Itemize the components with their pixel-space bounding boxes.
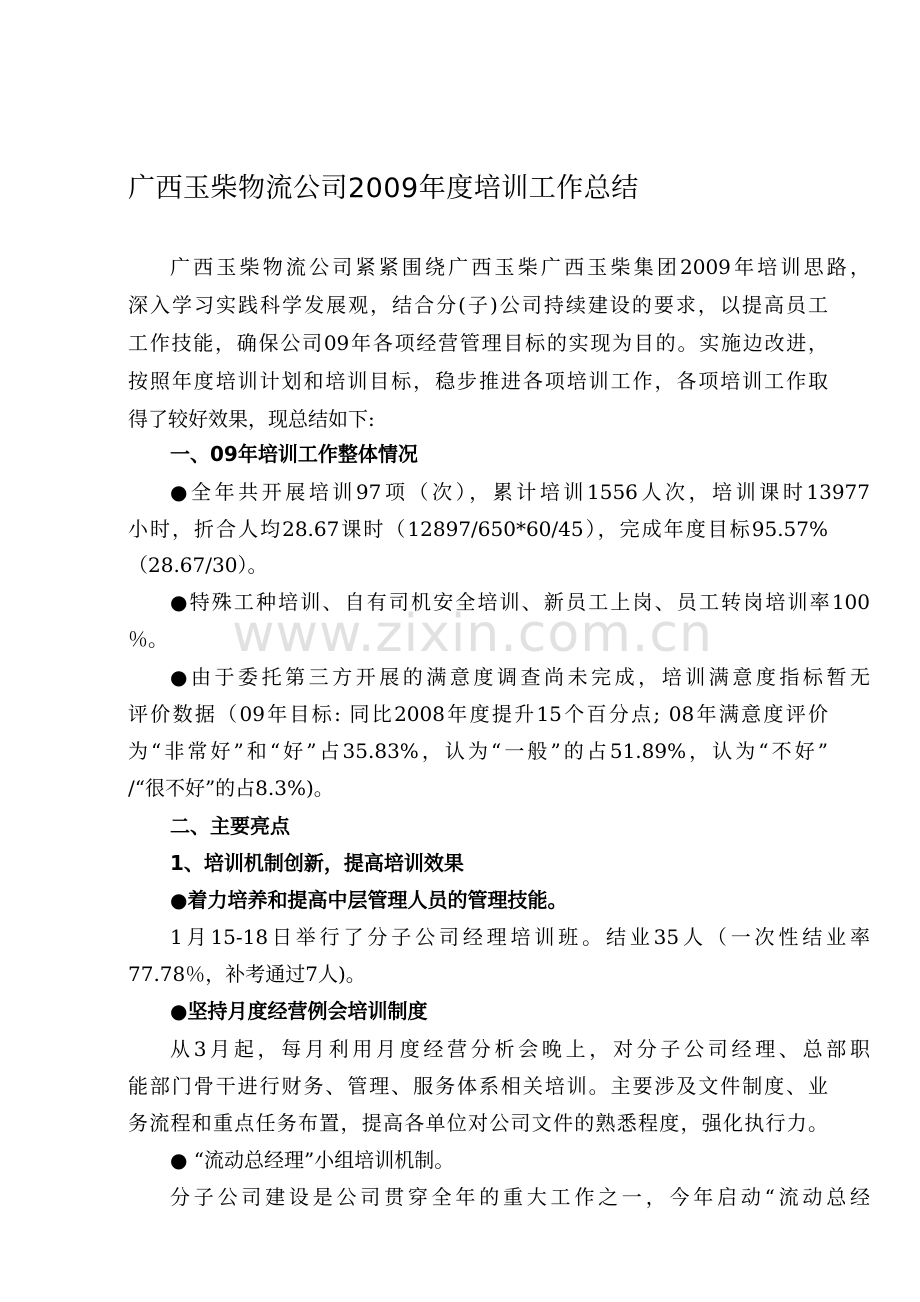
watermark: www.zixin.com.cn [232, 604, 713, 664]
paragraph-line: 深入学习实践科学发展观，结合分(子)公司持续建设的要求，以提高员工 [128, 293, 828, 317]
paragraph-line: 务流程和重点任务布置，提高各单位对公司文件的熟悉程度，强化执行力。 [128, 1111, 828, 1135]
section-heading: 一、09年培训工作整体情况 [170, 442, 418, 466]
paragraph-line: 小时，折合人均28.67课时（12897/650*60/45），完成年度目标95.57% [128, 517, 828, 541]
paragraph-line: 能部门骨干进行财务、管理、服务体系相关培训。主要涉及文件制度、业 [128, 1074, 828, 1098]
subsection-heading: 1、培训机制创新，提高培训效果 [170, 851, 464, 875]
paragraph-line: ％。 [128, 627, 168, 651]
paragraph-line: 1月15-18日举行了分子公司经理培训班。结业35人（一次性结业率 [170, 925, 870, 949]
bullet-line: ●由于委托第三方开展的满意度调查尚未完成，培训满意度指标暂无 [170, 665, 870, 689]
paragraph-line: 分子公司建设是公司贯穿全年的重大工作之一，今年启动“流动总经 [170, 1185, 870, 1209]
paragraph-line: 得了较好效果，现总结如下: [128, 407, 375, 431]
bullet-line: ●特殊工种培训、自有司机安全培训、新员工上岗、员工转岗培训率100 [170, 590, 870, 614]
paragraph-line: /“很不好”的占8.3%)。 [128, 776, 334, 800]
paragraph-line: 为“非常好”和“好”占35.83%，认为“一般”的占51.89%，认为“不好” [128, 739, 828, 763]
paragraph-line: 77.78％，补考通过7人)。 [128, 962, 366, 986]
section-heading: 二、主要亮点 [170, 814, 290, 838]
bullet-line: ●全年共开展培训97项（次），累计培训1556人次，培训课时13977 [170, 480, 870, 504]
bullet-line: ● “流动总经理”小组培训机制。 [170, 1148, 455, 1172]
paragraph-line: （28.67/30）。 [128, 553, 268, 577]
paragraph-line: 工作技能，确保公司09年各项经营管理目标的实现为目的。实施边改进， [128, 331, 828, 355]
bullet-heading: ●坚持月度经营例会培训制度 [170, 999, 428, 1023]
bullet-heading: ●着力培养和提高中层管理人员的管理技能。 [170, 888, 568, 912]
document-title: 广西玉柴物流公司2009年度培训工作总结 [128, 173, 639, 204]
paragraph-line: 按照年度培训计划和培训目标，稳步推进各项培训工作，各项培训工作取 [128, 369, 828, 393]
paragraph-line: 从3月起，每月利用月度经营分析会晚上，对分子公司经理、总部职 [170, 1037, 870, 1061]
paragraph-line: 广西玉柴物流公司紧紧围绕广西玉柴广西玉柴集团2009年培训思路， [170, 255, 870, 279]
paragraph-line: 评价数据（09年目标: 同比2008年度提升15个百分点; 08年满意度评价 [128, 702, 828, 726]
